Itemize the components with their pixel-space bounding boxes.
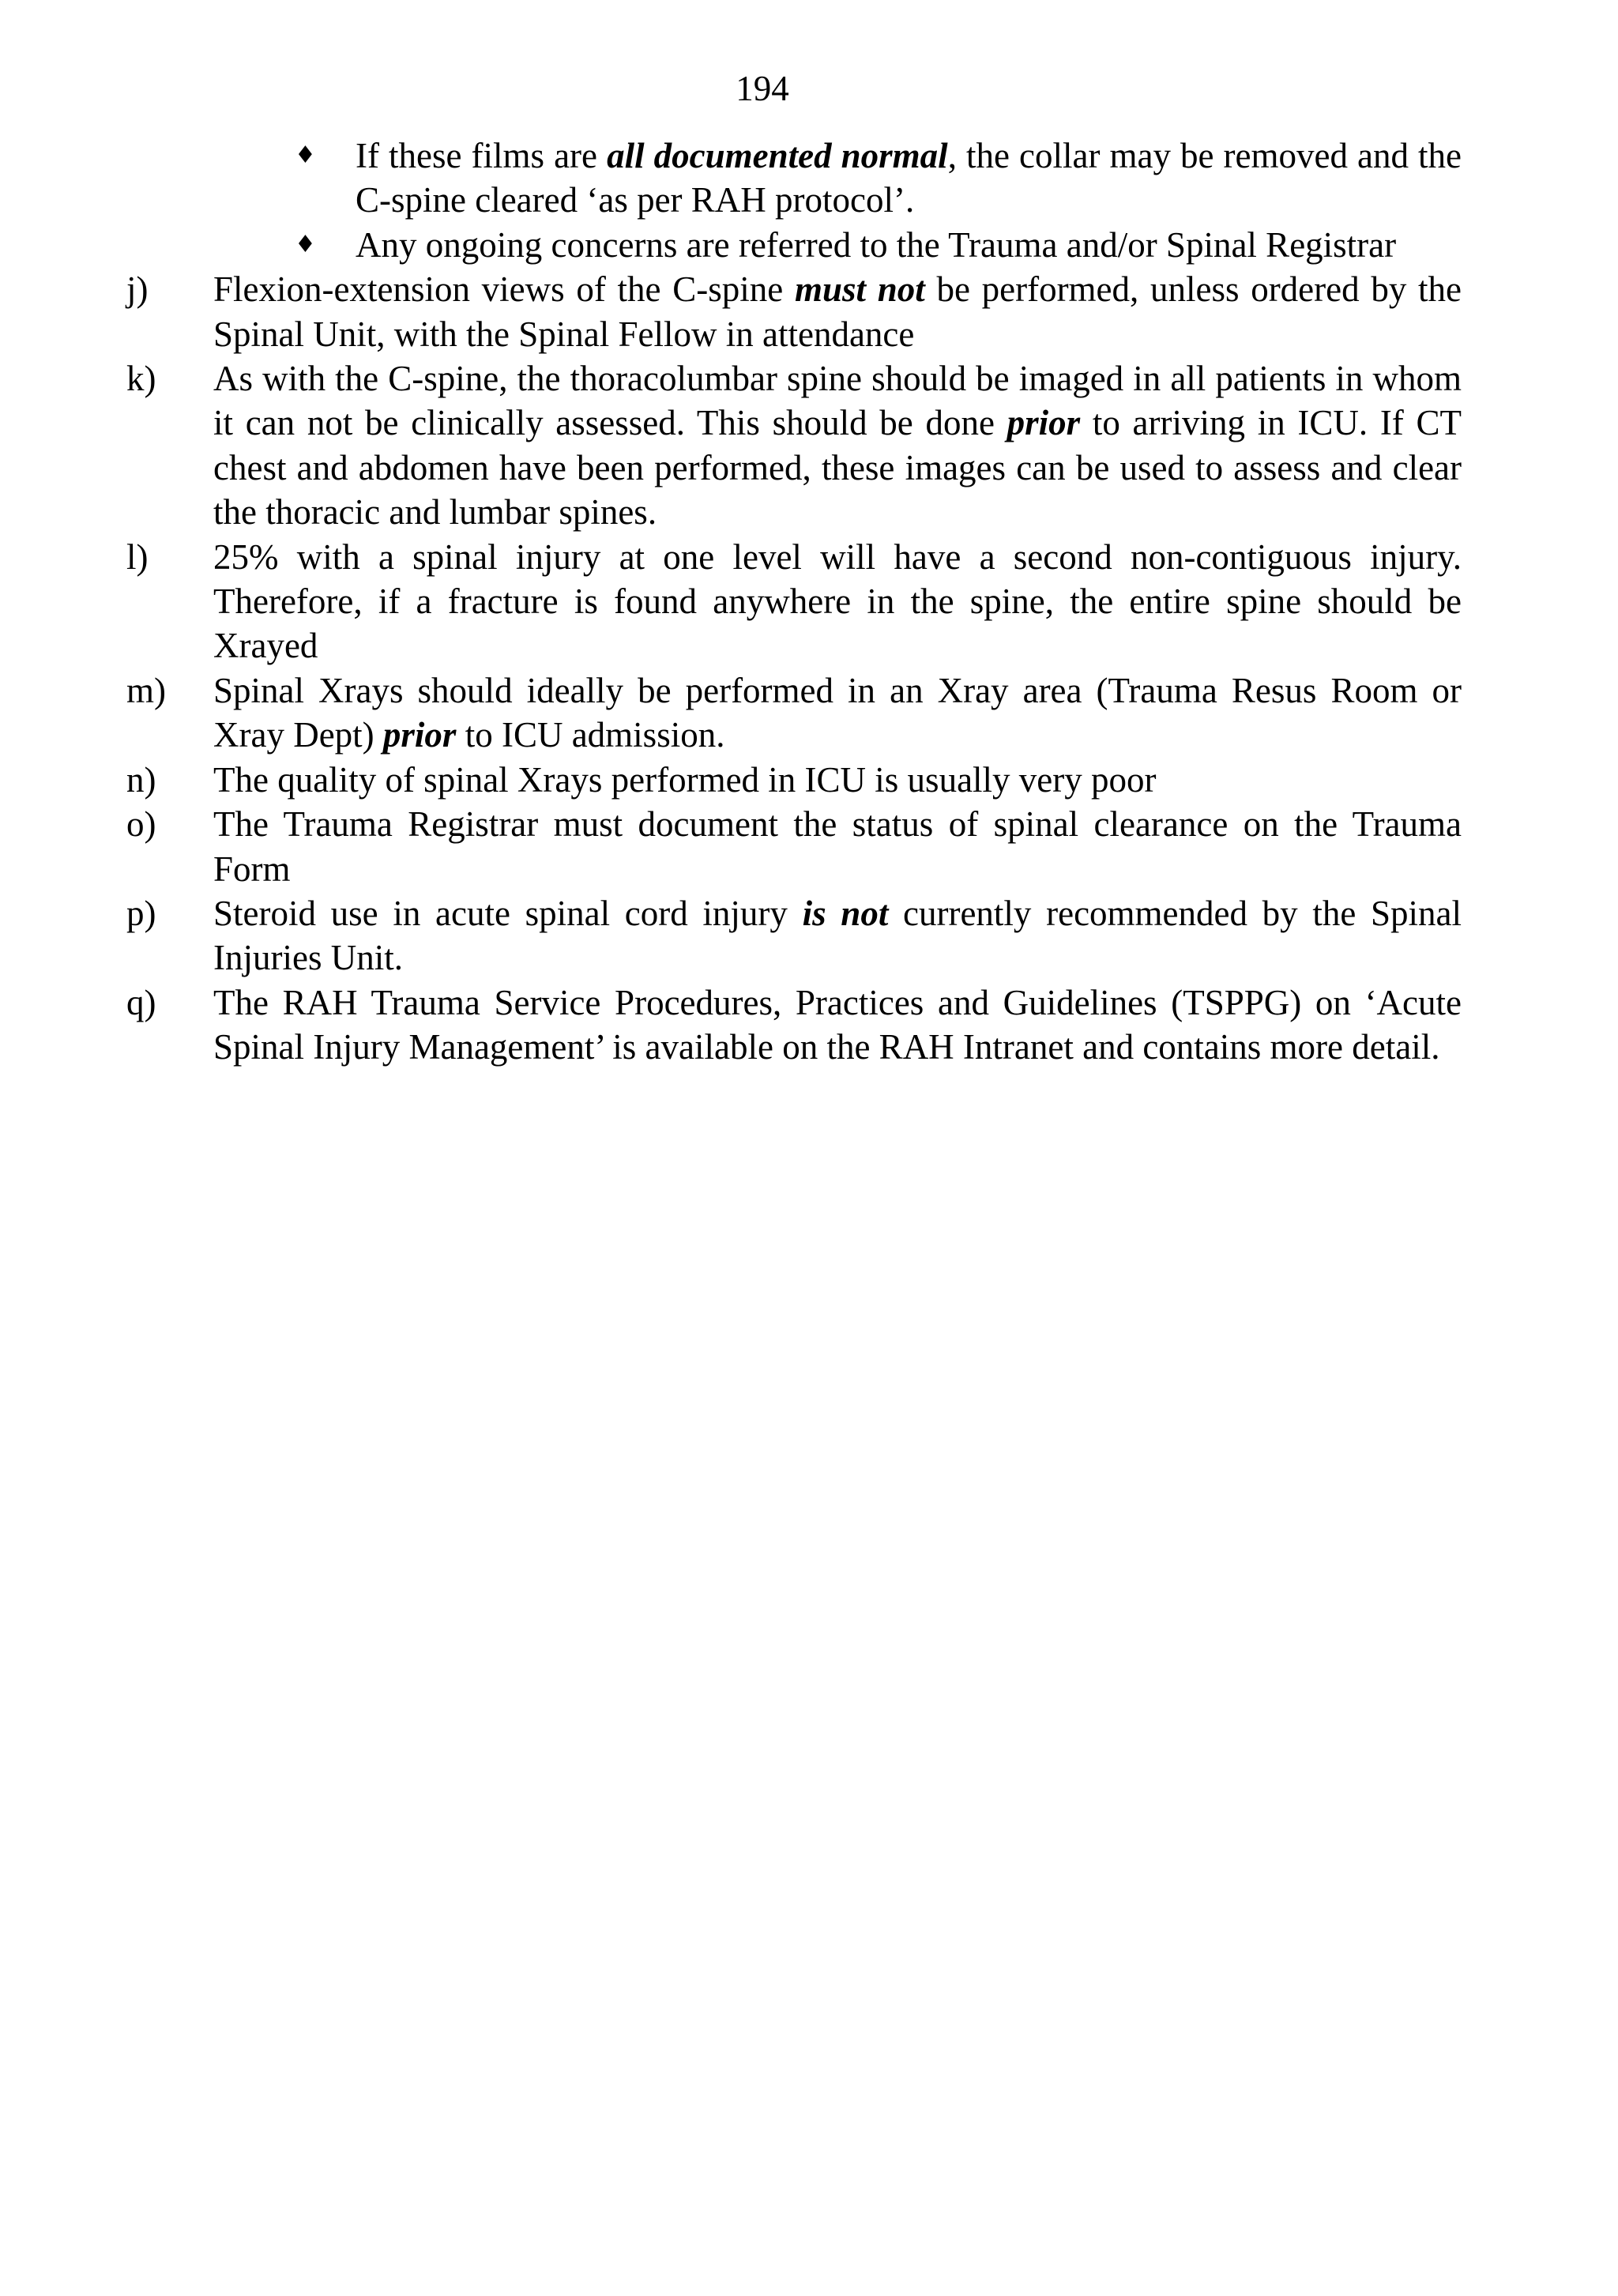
bullet-text: Any ongoing concerns are referred to the Trauma and/or Spinal Registrar [356,224,1397,265]
list-item-letter: q) [126,982,156,1022]
list-item-text: The quality of spinal Xrays performed in ICU is usually very poor [213,759,1157,800]
bullet-text-continued: , the collar may be removed and the C-spine cleared ‘as per RAH protocol’. [356,136,1462,220]
bullet-emphasis: all documented normal [607,136,948,175]
list-item-o [126,802,1462,891]
list-item-text: The Trauma Registrar must document the status of spinal clearance on the Trauma Form [213,804,1462,889]
bullet-item [126,223,1462,267]
list-item-text-continued: be performed, unless ordered by the Spinal Unit, with the Spinal Fellow in attendance [213,269,1462,354]
list-item-l [126,535,1462,668]
list-item-text-continued: to arriving in ICU. If CT chest and abdomen have been performed, these images can be used to assess and clear the thoracic and lumbar spines. [213,403,1462,533]
list-item-emphasis: must not [794,269,925,310]
bullet-item [126,134,1462,223]
diamond-bullet-icon: ♦ [295,230,316,258]
list-item-letter: p) [126,893,156,933]
list-item-text-continued: currently recommended by the Spinal Injuries Unit. [213,893,1462,978]
bullet-text: If these films are [356,136,608,175]
list-item-letter: n) [126,759,156,800]
list-item-text: As with the C-spine, the thoracolumbar spine should be imaged in all patients in whom it can not be clinically assessed. This should be done [213,359,1462,443]
list-item-m [126,668,1462,758]
list-item-j [126,267,1462,356]
list-item-emphasis: is not [802,893,889,933]
list-item-emphasis: prior [382,715,457,755]
list-item-text: The RAH Trauma Service Procedures, Practices and Guidelines (TSPPG) on ‘Acute Spinal Injury Management’ is available on the RAH Intranet and contains more detail. [213,982,1462,1067]
page-number: 194 [736,69,789,108]
list-item-text-continued: to ICU admission. [456,715,725,755]
list-item-letter: k) [126,359,156,399]
list-item-text: Flexion-extension views of the C-spine [213,269,795,310]
list-item-p [126,891,1462,981]
list-item-text: 25% with a spinal injury at one level will have a second non-contiguous injury. Therefore, if a fracture is found anywhere in the spine, the entire spine should be Xrayed [213,536,1462,666]
list-item-q [126,981,1462,1070]
list-item-letter: o) [126,804,156,845]
list-item-letter: l) [126,536,149,577]
list-item-text: Steroid use in acute spinal cord injury [213,893,803,933]
diamond-bullet-icon: ♦ [295,141,316,169]
list-item-n [126,758,1462,802]
list-item-letter: j) [126,269,149,310]
list-item-k [126,356,1462,535]
list-item-text: Spinal Xrays should ideally be performed in an Xray area (Trauma Resus Room or Xray Dept) [213,670,1462,755]
list-item-emphasis: prior [1007,403,1081,443]
list-item-letter: m) [126,670,166,710]
document-body [126,134,1462,1070]
